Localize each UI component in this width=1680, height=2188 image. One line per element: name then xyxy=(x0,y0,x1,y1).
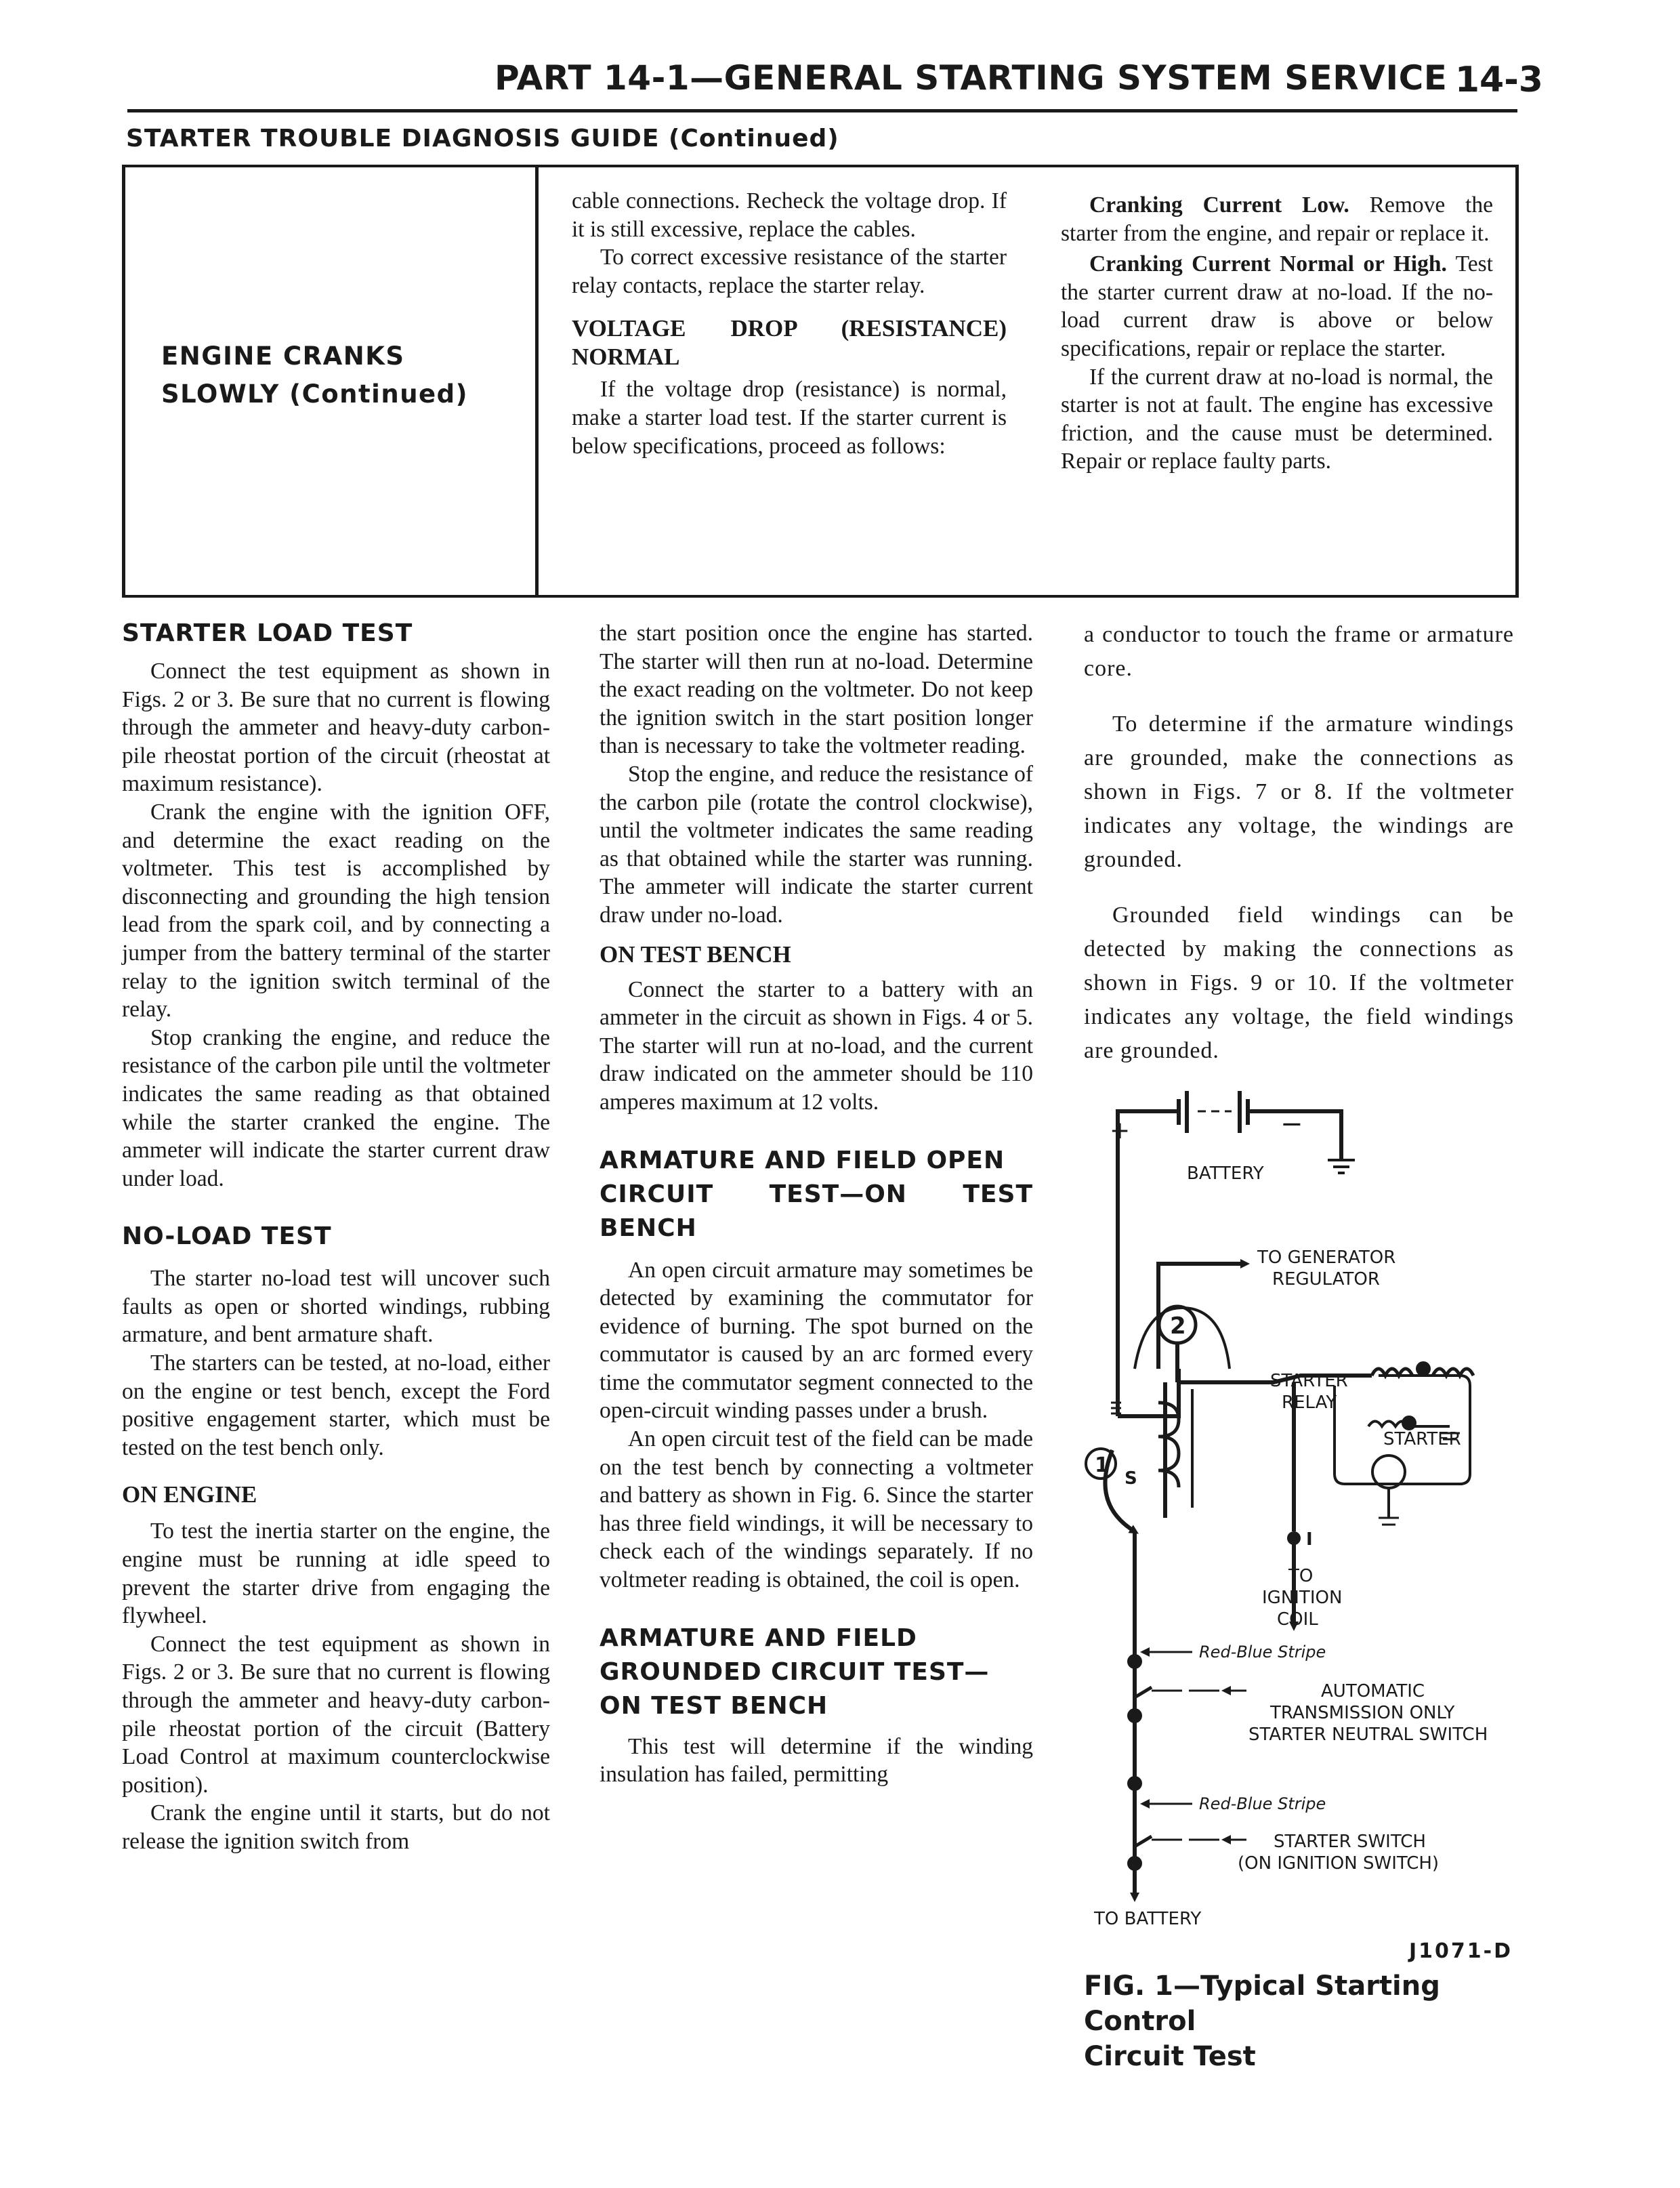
right-text: Test the starter current draw at no-load. If the no-load current draw is above or below specifications, repair or replace the starter. xyxy=(1061,251,1493,361)
body-paragraph: Crank the engine with the ignition OFF, and determine the exact reading on the voltmeter. This test is accomplished by disconnecting and grounding the high tension lead from the spark coil, and by connecting a jumper from the battery terminal of the starter relay to the ignition switch terminal of the relay. xyxy=(122,799,550,1023)
generator-regulator-label-line-1: TO GENERATOR xyxy=(1257,1247,1396,1268)
table-middle-cell xyxy=(572,187,1007,460)
caption-line-2: Circuit Test xyxy=(1084,2041,1256,2072)
terminal-i-label: I xyxy=(1306,1529,1313,1550)
body-paragraph: Connect the test equipment as shown in Figs. 2 or 3. Be sure that no current is flowing through the ammeter and heavy-duty carbon-pile rheostat portion of the circuit (rheostat at maximum resistance). xyxy=(122,659,550,797)
heading-line: ARMATURE AND FIELD OPEN xyxy=(600,1146,1005,1174)
right-text: Remove the starter from the engine, and repair or replace it. xyxy=(1061,192,1493,246)
subsection-heading: ON ENGINE xyxy=(122,1481,257,1508)
body-paragraph: An open circuit test of the field can be made on the test bench by connecting a voltmeter and battery as shown in Fig. 6. Since the starter has three field windings, it will be necessary to check each of the windings separately. If no voltmeter reading is obtained, the coil is open. xyxy=(600,1426,1033,1593)
stripe-1-label: Red-Blue Stripe xyxy=(1199,1643,1326,1661)
heading-line: GROUNDED CIRCUIT TEST— xyxy=(600,1657,990,1686)
page-header-title: PART 14-1—GENERAL STARTING SYSTEM SERVICE xyxy=(495,58,1448,98)
terminal-2-label: 2 xyxy=(1170,1313,1186,1340)
terminal-i-dot xyxy=(1289,1533,1299,1543)
starter-brush-dot xyxy=(1404,1418,1414,1428)
terminal-1-label: 1 xyxy=(1095,1453,1109,1477)
neutral-switch-label-line-2: TRANSMISSION ONLY xyxy=(1270,1703,1455,1723)
middle-heading: VOLTAGE DROP (RESISTANCE) NORMAL xyxy=(572,315,1007,371)
table-column-divider xyxy=(535,165,539,598)
right-bold-lead: Cranking Current Normal or High. xyxy=(1089,251,1447,277)
caption-line-1: FIG. 1—Typical Starting Control xyxy=(1084,1970,1440,2037)
body-paragraph: The starter no-load test will uncover such faults as open or shorted windings, rubbing armature, and bent armature shaft. xyxy=(122,1266,550,1348)
body-paragraph: Crank the engine until it starts, but do not release the ignition switch from xyxy=(122,1800,550,1854)
middle-paragraph: To correct excessive resistance of the starter relay contacts, replace the starter relay. xyxy=(572,245,1007,298)
body-paragraph: To test the inertia starter on the engine, the engine must be running at idle speed to prevent the starter drive from engaging the flywheel. xyxy=(122,1519,550,1629)
page-number: 14-3 xyxy=(1454,60,1543,100)
neutral-switch-label-line-3: STARTER NEUTRAL SWITCH xyxy=(1248,1725,1488,1745)
body-paragraph: Stop the engine, and reduce the resistance of the carbon pile (rotate the control clockwise), until the voltmeter indicates the same reading as that obtained while the starter was running. The ammeter will indicate the starter current draw under no-load. xyxy=(600,761,1033,928)
starter-relay-label-line-2: RELAY xyxy=(1282,1392,1337,1413)
neutral-switch-blade xyxy=(1135,1674,1152,1697)
stripe-junction-dot xyxy=(1129,1778,1140,1789)
column-1 xyxy=(122,617,550,1856)
body-paragraph: a conductor to touch the frame or armature core. xyxy=(1084,622,1514,681)
table-border-top xyxy=(124,165,1518,167)
ignition-coil-label-line-2: IGNITION xyxy=(1262,1588,1343,1608)
table-border-bottom xyxy=(124,595,1518,598)
body-paragraph: the start position once the engine has started. The starter will then run at no-load. Determine the exact reading on the voltmeter. Do not keep the ignition switch in the start position longer than is necessary to take the voltmeter reading. xyxy=(600,621,1033,759)
stripe-junction-dot xyxy=(1129,1656,1140,1667)
right-paragraph xyxy=(1061,191,1493,247)
stripe-2-label: Red-Blue Stripe xyxy=(1199,1794,1326,1813)
ignition-coil-label-line-1: TO xyxy=(1288,1566,1314,1586)
condition-line-2: SLOWLY (Continued) xyxy=(161,379,469,409)
guide-title: STARTER TROUBLE DIAGNOSIS GUIDE (Continued) xyxy=(126,125,839,152)
battery-label: BATTERY xyxy=(1187,1163,1264,1184)
neutral-switch-label-line-1: AUTOMATIC xyxy=(1321,1681,1425,1701)
section-heading: NO-LOAD TEST xyxy=(122,1222,332,1251)
switch-lead-arrow xyxy=(1105,1450,1135,1531)
table-right-cell xyxy=(1061,191,1493,476)
neutral-switch-dot xyxy=(1129,1710,1140,1721)
table-border-right xyxy=(1515,165,1519,598)
ignition-coil-label-line-3: COIL xyxy=(1277,1609,1318,1630)
subsection-heading: ON TEST BENCH xyxy=(600,941,791,968)
condition-line-1: ENGINE CRANKS xyxy=(161,342,405,371)
middle-paragraph: cable connections. Recheck the voltage drop. If it is still excessive, replace the cables. xyxy=(572,188,1007,242)
starter-switch-label-line-1: STARTER SWITCH xyxy=(1274,1832,1426,1852)
header-rule xyxy=(127,109,1517,112)
column-3 xyxy=(1084,618,1514,1068)
starter-terminal-dot xyxy=(1418,1363,1429,1374)
body-paragraph: This test will determine if the winding insulation has failed, permitting xyxy=(600,1733,1033,1788)
to-battery-label: TO BATTERY xyxy=(1094,1909,1202,1929)
starter-label: STARTER xyxy=(1383,1429,1461,1449)
section-heading xyxy=(600,1144,1033,1245)
figure-caption xyxy=(1084,1968,1517,2074)
section-heading: STARTER LOAD TEST xyxy=(122,619,413,647)
right-paragraph: If the current draw at no-load is normal, the starter is not at fault. The engine has excessive friction, and the cause must be determined. Repair or replace faulty parts. xyxy=(1061,364,1493,474)
terminal-s-label: S xyxy=(1125,1468,1137,1489)
table-condition xyxy=(161,337,468,413)
starter-switch-dot xyxy=(1129,1858,1140,1869)
middle-paragraph: If the voltage drop (resistance) is normal, make a starter load test. If the starter current is below specifications, proceed as follows: xyxy=(572,377,1007,459)
starter-relay-label-line-1: STARTER xyxy=(1270,1371,1348,1391)
figure-code: J1071-D xyxy=(1409,1939,1513,1963)
starting-control-circuit-diagram xyxy=(1070,1084,1517,1938)
generator-regulator-label-line-2: REGULATOR xyxy=(1272,1269,1380,1289)
body-paragraph: Grounded field windings can be detected by making the connections as shown in Figs. 9 or 10. If the voltmeter indicates any voltage, the field windings are grounded. xyxy=(1084,903,1514,1063)
right-bold-lead: Cranking Current Low. xyxy=(1089,192,1349,218)
body-paragraph: Connect the starter to a battery with an ammeter in the circuit as shown in Figs. 4 or 5. The starter will run at no-load, and the current draw indicated on the ammeter should be 110 amperes maximum at 12 volts. xyxy=(600,976,1033,1115)
battery-minus-label: − xyxy=(1280,1109,1303,1140)
body-paragraph: Stop cranking the engine, and reduce the resistance of the carbon pile until the voltmeter indicates the same reading as that obtained while the starter cranked the engine. The ammeter will indicate the starter current draw under load. xyxy=(122,1025,550,1191)
starter-switch-blade xyxy=(1135,1823,1152,1846)
body-paragraph: The starters can be tested, at no-load, either on the engine or test bench, except the Ford positive engagement starter, which must be tested on the test bench only. xyxy=(122,1350,550,1460)
main-battery-feed xyxy=(1118,1369,1179,1416)
heading-line: ON TEST BENCH xyxy=(600,1691,828,1720)
body-paragraph: Connect the test equipment as shown in Figs. 2 or 3. Be sure that no current is flowing through the ammeter and heavy-duty carbon-pile rheostat portion of the circuit (Battery Load Control at maximum counterclockwise position). xyxy=(122,1631,550,1798)
right-paragraph xyxy=(1061,250,1493,363)
heading-line: ARMATURE AND FIELD xyxy=(600,1624,917,1652)
column-2 xyxy=(600,619,1033,1789)
heading-line: CIRCUIT TEST—ON TEST BENCH xyxy=(600,1180,1033,1242)
body-paragraph: An open circuit armature may sometimes be detected by examining the commutator for evidence of burning. The spot burned on the commutator is caused by an arc formed every time the commutator segment connected to the open-circuit winding passes under a brush. xyxy=(600,1257,1033,1424)
table-border-left xyxy=(122,165,125,598)
body-paragraph: To determine if the armature windings are grounded, make the connections as shown in Figs. 7 or 8. If the voltmeter indicates any voltage, the windings are grounded. xyxy=(1084,711,1514,872)
starter-switch-label-line-2: (ON IGNITION SWITCH) xyxy=(1238,1853,1440,1874)
section-heading xyxy=(600,1622,1033,1723)
battery-plus-label: + xyxy=(1110,1117,1131,1144)
